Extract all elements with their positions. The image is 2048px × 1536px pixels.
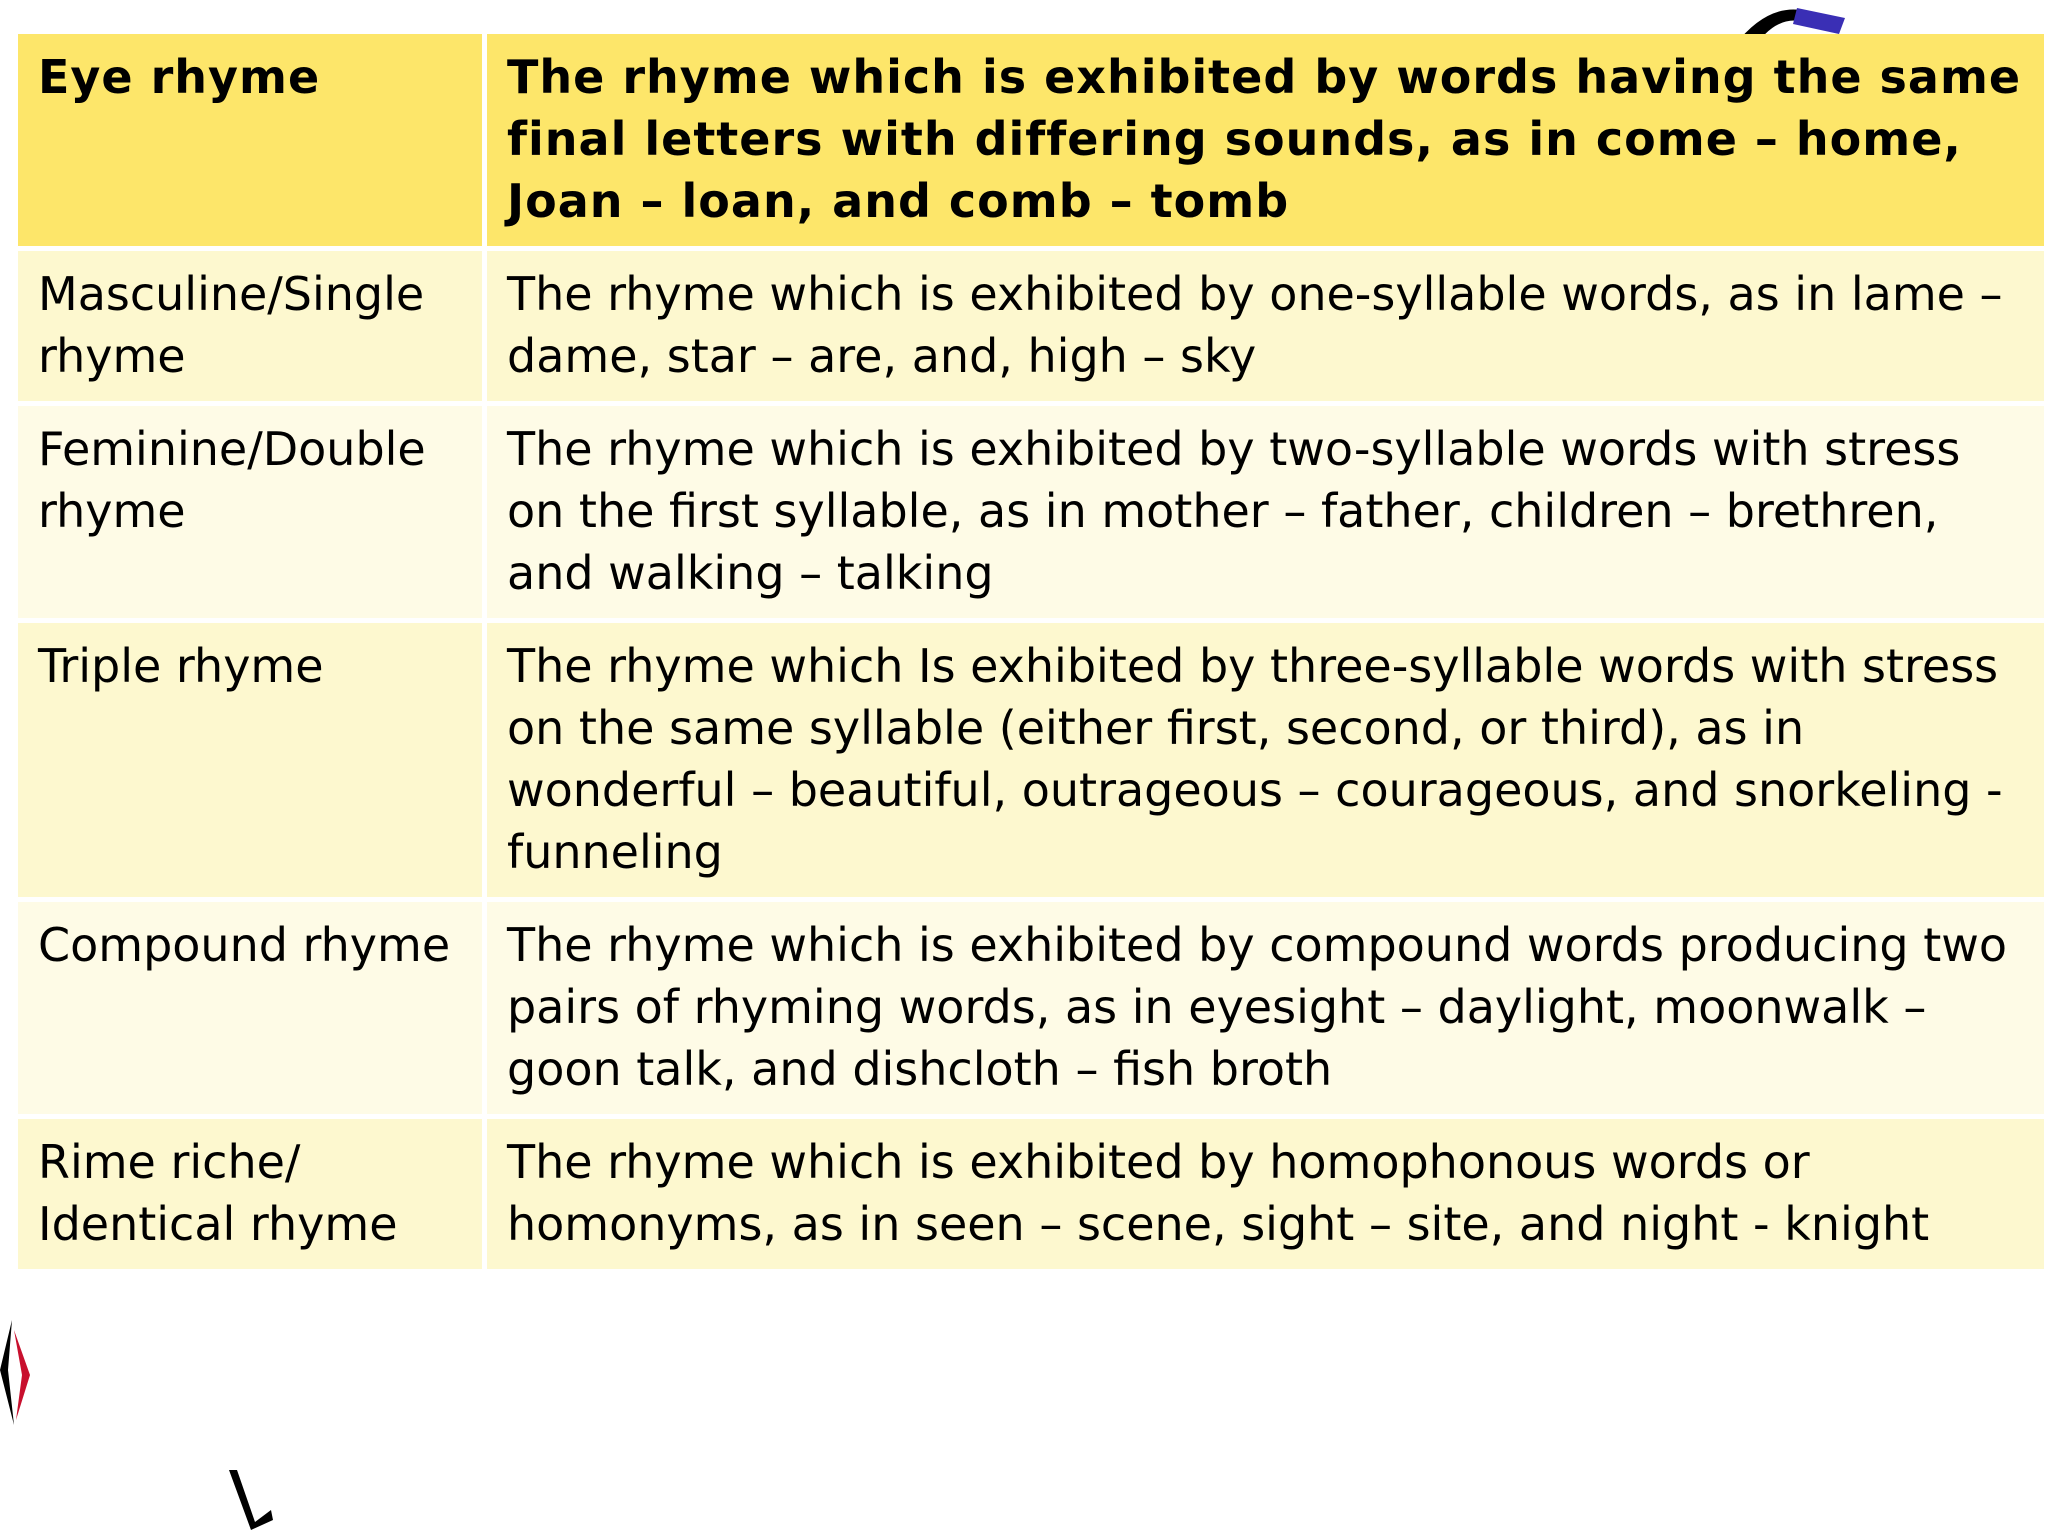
decorative-corner-graphic: [225, 1470, 275, 1530]
table-row: [18, 623, 2044, 902]
rhyme-term: Eye rhyme: [18, 34, 487, 251]
table-row: [18, 34, 2044, 251]
table-row: [18, 1119, 2044, 1274]
rhyme-definition: [487, 623, 2044, 902]
rhyme-definition: [487, 406, 2044, 623]
definition-line: The rhyme which is exhibited by two-syllable words with stress: [507, 422, 1961, 476]
table-row: [18, 251, 2044, 406]
definition-line: The rhyme which is exhibited by compound words producing two pairs of rhyming words, as in eyesight – daylight, moonwalk – goon talk, and dishcloth – fish broth: [507, 918, 2008, 1096]
definition-line: The rhyme which is exhibited by words having the same final letters with differing sounds, as in come – home, Joan – loan, and comb – tomb: [507, 50, 2022, 228]
rhyme-term: Feminine/Double rhyme: [18, 406, 487, 623]
rhyme-term: Rime riche/ Identical rhyme: [18, 1119, 487, 1274]
definition-line: on the same syllable (either first, second, or third), as in wonderful – beautiful, outrageous – courageous, and snorkeling -funneling: [507, 701, 2003, 879]
table-row: [18, 406, 2044, 623]
rhyme-term: Masculine/Single rhyme: [18, 251, 487, 406]
rhyme-term: Compound rhyme: [18, 902, 487, 1119]
rhyme-definition: [487, 251, 2044, 406]
definition-line: on the first syllable, as in mother – father, children – brethren,: [507, 484, 1939, 538]
rhyme-definition: [487, 1119, 2044, 1274]
definition-line: The rhyme which is exhibited by homophonous words or homonyms, as in seen – scene, sight – site, and night - knight: [507, 1135, 1930, 1251]
rhyme-definition: [487, 34, 2044, 251]
definition-line: and walking – talking: [507, 546, 994, 600]
table-row: [18, 902, 2044, 1119]
rhyme-types-table: [18, 34, 2044, 1274]
rhyme-definition: [487, 902, 2044, 1119]
definition-line: The rhyme which Is exhibited by three-syllable words with stress: [507, 639, 1999, 693]
decorative-arrow-graphic: [0, 1320, 40, 1430]
definition-line: The rhyme which is exhibited by one-syllable words, as in lame –dame, star – are, and, high – sky: [507, 267, 2003, 383]
rhyme-term: Triple rhyme: [18, 623, 487, 902]
